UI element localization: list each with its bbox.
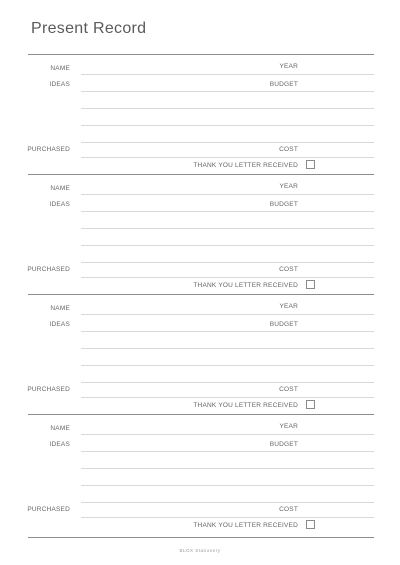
ideas-line[interactable] [81, 365, 374, 366]
ideas-line[interactable] [81, 451, 374, 452]
ideas-line[interactable] [81, 108, 374, 109]
purchased-line[interactable] [81, 277, 374, 278]
cost-label: COST [279, 506, 298, 513]
purchased-line[interactable] [81, 157, 374, 158]
purchased-line[interactable] [81, 397, 374, 398]
record-divider [28, 294, 374, 295]
ideas-line[interactable] [81, 91, 374, 92]
thank-you-label: THANK YOU LETTER RECEIVED [193, 402, 298, 409]
record-divider [28, 537, 374, 538]
name-label: NAME [50, 305, 70, 312]
purchased-label: PURCHASED [27, 506, 70, 513]
cost-label: COST [279, 146, 298, 153]
record-divider [28, 174, 374, 175]
budget-label: BUDGET [269, 81, 298, 88]
year-label: YEAR [279, 303, 298, 310]
ideas-line[interactable] [81, 228, 374, 229]
budget-label: BUDGET [269, 441, 298, 448]
footer-brand: BLOX Stationery [179, 548, 221, 553]
ideas-line[interactable] [81, 245, 374, 246]
name-line[interactable] [81, 434, 374, 435]
ideas-line[interactable] [81, 485, 374, 486]
record-divider [28, 54, 374, 55]
thank-you-label: THANK YOU LETTER RECEIVED [193, 162, 298, 169]
page-title: Present Record [31, 20, 147, 37]
ideas-label: IDEAS [49, 441, 70, 448]
thank-you-label: THANK YOU LETTER RECEIVED [193, 282, 298, 289]
purchased-label: PURCHASED [27, 386, 70, 393]
ideas-line[interactable] [81, 502, 374, 503]
ideas-label: IDEAS [49, 201, 70, 208]
budget-label: BUDGET [269, 321, 298, 328]
name-label: NAME [50, 425, 70, 432]
purchased-label: PURCHASED [27, 146, 70, 153]
thank-you-checkbox[interactable] [306, 280, 315, 289]
year-label: YEAR [279, 423, 298, 430]
ideas-line[interactable] [81, 331, 374, 332]
ideas-line[interactable] [81, 211, 374, 212]
purchased-label: PURCHASED [27, 266, 70, 273]
name-label: NAME [50, 65, 70, 72]
ideas-label: IDEAS [49, 81, 70, 88]
record-divider [28, 414, 374, 415]
ideas-line[interactable] [81, 125, 374, 126]
name-line[interactable] [81, 74, 374, 75]
year-label: YEAR [279, 63, 298, 70]
ideas-line[interactable] [81, 382, 374, 383]
purchased-line[interactable] [81, 517, 374, 518]
thank-you-checkbox[interactable] [306, 400, 315, 409]
cost-label: COST [279, 266, 298, 273]
ideas-line[interactable] [81, 468, 374, 469]
thank-you-checkbox[interactable] [306, 520, 315, 529]
cost-label: COST [279, 386, 298, 393]
ideas-label: IDEAS [49, 321, 70, 328]
thank-you-checkbox[interactable] [306, 160, 315, 169]
year-label: YEAR [279, 183, 298, 190]
thank-you-label: THANK YOU LETTER RECEIVED [193, 522, 298, 529]
budget-label: BUDGET [269, 201, 298, 208]
ideas-line[interactable] [81, 142, 374, 143]
name-line[interactable] [81, 194, 374, 195]
name-line[interactable] [81, 314, 374, 315]
name-label: NAME [50, 185, 70, 192]
ideas-line[interactable] [81, 262, 374, 263]
ideas-line[interactable] [81, 348, 374, 349]
